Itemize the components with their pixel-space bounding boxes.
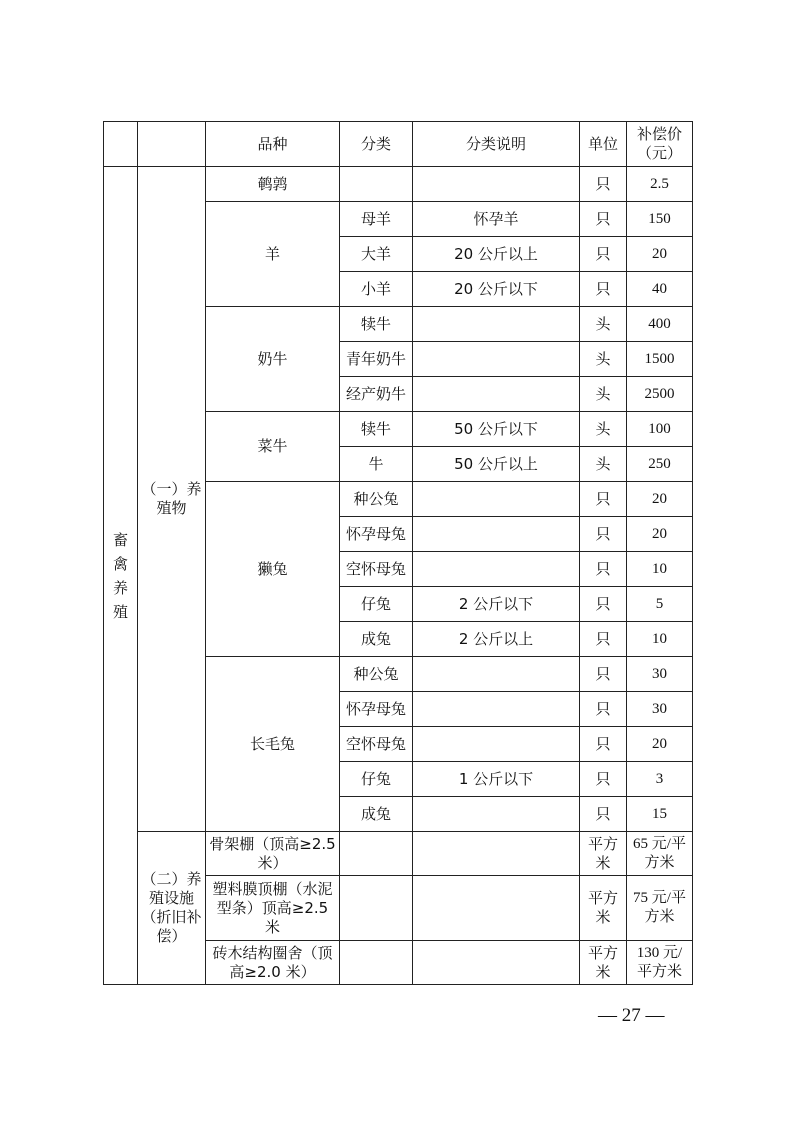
- row-12-desc: 2 公斤以下: [413, 587, 580, 622]
- row-1-category: 母羊: [340, 202, 413, 237]
- row-0-price: 2.5: [627, 167, 693, 202]
- facility-row: [104, 832, 693, 876]
- row-15-category: 怀孕母兔: [340, 692, 413, 727]
- row-16-category: 空怀母兔: [340, 727, 413, 762]
- row-10-category: 怀孕母兔: [340, 517, 413, 552]
- row-12-unit: 只: [580, 587, 627, 622]
- row-4-desc: [413, 307, 580, 342]
- row-2-category: 大羊: [340, 237, 413, 272]
- row-5-desc: [413, 342, 580, 377]
- row-6-desc: [413, 377, 580, 412]
- facility-0-price-label: 65 元/平方米: [633, 835, 686, 871]
- facility-2-category: [340, 941, 413, 985]
- header-unit: 单位: [580, 122, 627, 167]
- facility-1-price: [627, 876, 693, 941]
- row-1-price: 150: [627, 202, 693, 237]
- facility-2-unit-label: 平方米: [587, 943, 618, 981]
- row-9-unit: 只: [580, 482, 627, 517]
- row-11-category: 空怀母兔: [340, 552, 413, 587]
- row-17-unit: 只: [580, 762, 627, 797]
- row-16-price: 20: [627, 727, 693, 762]
- row-16-desc: [413, 727, 580, 762]
- page-number: — 27 —: [598, 1005, 665, 1026]
- facility-1-price-label: 75 元/平方米: [633, 890, 686, 925]
- row-6-unit: 头: [580, 377, 627, 412]
- row-11-unit: 只: [580, 552, 627, 587]
- facility-0-category: [340, 832, 413, 876]
- section-main-label: 畜禽养殖: [112, 530, 128, 621]
- section-group2: [138, 832, 206, 985]
- row-12-category: 仔兔: [340, 587, 413, 622]
- row-13-price: 10: [627, 622, 693, 657]
- facility-1-unit-label: 平方米: [587, 889, 618, 926]
- section-group1: [138, 167, 206, 832]
- row-14-price: 30: [627, 657, 693, 692]
- row-7-desc: 50 公斤以下: [413, 412, 580, 447]
- table-row: [104, 167, 693, 202]
- row-9-category: 种公兔: [340, 482, 413, 517]
- row-9-desc: [413, 482, 580, 517]
- facility-0-price: [627, 832, 693, 876]
- row-5-category: 青年奶牛: [340, 342, 413, 377]
- row-5-price: 1500: [627, 342, 693, 377]
- header-category: 分类: [340, 122, 413, 167]
- row-10-unit: 只: [580, 517, 627, 552]
- row-3-price: 40: [627, 272, 693, 307]
- facility-0-unit-label: 平方米: [587, 834, 618, 872]
- facility-2-price: [627, 941, 693, 985]
- row-7-price: 100: [627, 412, 693, 447]
- section-group1-label: （一）养殖物: [141, 480, 202, 517]
- row-18-category: 成兔: [340, 797, 413, 832]
- row-17-category: 仔兔: [340, 762, 413, 797]
- facility-1-unit: [580, 876, 627, 941]
- row-0-category: [340, 167, 413, 202]
- header-blank-2: [138, 122, 206, 167]
- breed-beef: 菜牛: [206, 412, 340, 482]
- facility-0-unit: [580, 832, 627, 876]
- row-2-desc: 20 公斤以上: [413, 237, 580, 272]
- row-13-unit: 只: [580, 622, 627, 657]
- row-1-desc: 怀孕羊: [413, 202, 580, 237]
- row-15-desc: [413, 692, 580, 727]
- facility-0-name: 骨架棚（顶高≥2.5 米）: [206, 832, 340, 876]
- row-9-price: 20: [627, 482, 693, 517]
- header-price: 补偿价（元）: [627, 122, 693, 167]
- row-1-unit: 只: [580, 202, 627, 237]
- row-13-desc: 2 公斤以上: [413, 622, 580, 657]
- breed-sheep: 羊: [206, 202, 340, 307]
- row-10-desc: [413, 517, 580, 552]
- row-18-unit: 只: [580, 797, 627, 832]
- facility-2-desc: [413, 941, 580, 985]
- row-15-unit: 只: [580, 692, 627, 727]
- compensation-table: [103, 121, 693, 985]
- section-main: [104, 167, 138, 985]
- header-variety: 品种: [206, 122, 340, 167]
- row-6-price: 2500: [627, 377, 693, 412]
- row-10-price: 20: [627, 517, 693, 552]
- breed-angora: 长毛兔: [206, 657, 340, 832]
- row-4-price: 400: [627, 307, 693, 342]
- facility-1-desc: [413, 876, 580, 941]
- row-3-desc: 20 公斤以下: [413, 272, 580, 307]
- section-group2-label: （二）养殖设施（折旧补偿）: [141, 870, 202, 945]
- facility-2-unit: [580, 941, 627, 985]
- row-12-price: 5: [627, 587, 693, 622]
- row-17-price: 3: [627, 762, 693, 797]
- breed-quail: 鹌鹑: [206, 167, 340, 202]
- row-15-price: 30: [627, 692, 693, 727]
- row-8-desc: 50 公斤以上: [413, 447, 580, 482]
- row-14-unit: 只: [580, 657, 627, 692]
- row-3-category: 小羊: [340, 272, 413, 307]
- row-14-category: 种公兔: [340, 657, 413, 692]
- row-13-category: 成兔: [340, 622, 413, 657]
- facility-1-category: [340, 876, 413, 941]
- row-16-unit: 只: [580, 727, 627, 762]
- row-2-unit: 只: [580, 237, 627, 272]
- row-18-price: 15: [627, 797, 693, 832]
- row-0-unit: 只: [580, 167, 627, 202]
- row-17-desc: 1 公斤以下: [413, 762, 580, 797]
- row-11-price: 10: [627, 552, 693, 587]
- row-6-category: 经产奶牛: [340, 377, 413, 412]
- facility-2-name: 砖木结构圈舍（顶高≥2.0 米）: [206, 941, 340, 985]
- row-2-price: 20: [627, 237, 693, 272]
- row-4-unit: 头: [580, 307, 627, 342]
- header-row: [104, 122, 693, 167]
- breed-rex: 獭兔: [206, 482, 340, 657]
- row-0-desc: [413, 167, 580, 202]
- row-8-category: 牛: [340, 447, 413, 482]
- row-18-desc: [413, 797, 580, 832]
- row-5-unit: 头: [580, 342, 627, 377]
- facility-2-price-label: 130 元/平方米: [636, 944, 683, 980]
- header-blank-1: [104, 122, 138, 167]
- row-7-unit: 头: [580, 412, 627, 447]
- row-8-price: 250: [627, 447, 693, 482]
- row-4-category: 犊牛: [340, 307, 413, 342]
- facility-0-desc: [413, 832, 580, 876]
- facility-1-name: 塑料膜顶棚（水泥型条）顶高≥2.5 米: [206, 876, 340, 941]
- row-3-unit: 只: [580, 272, 627, 307]
- header-description: 分类说明: [413, 122, 580, 167]
- row-14-desc: [413, 657, 580, 692]
- breed-dairy: 奶牛: [206, 307, 340, 412]
- row-7-category: 犊牛: [340, 412, 413, 447]
- row-8-unit: 头: [580, 447, 627, 482]
- row-11-desc: [413, 552, 580, 587]
